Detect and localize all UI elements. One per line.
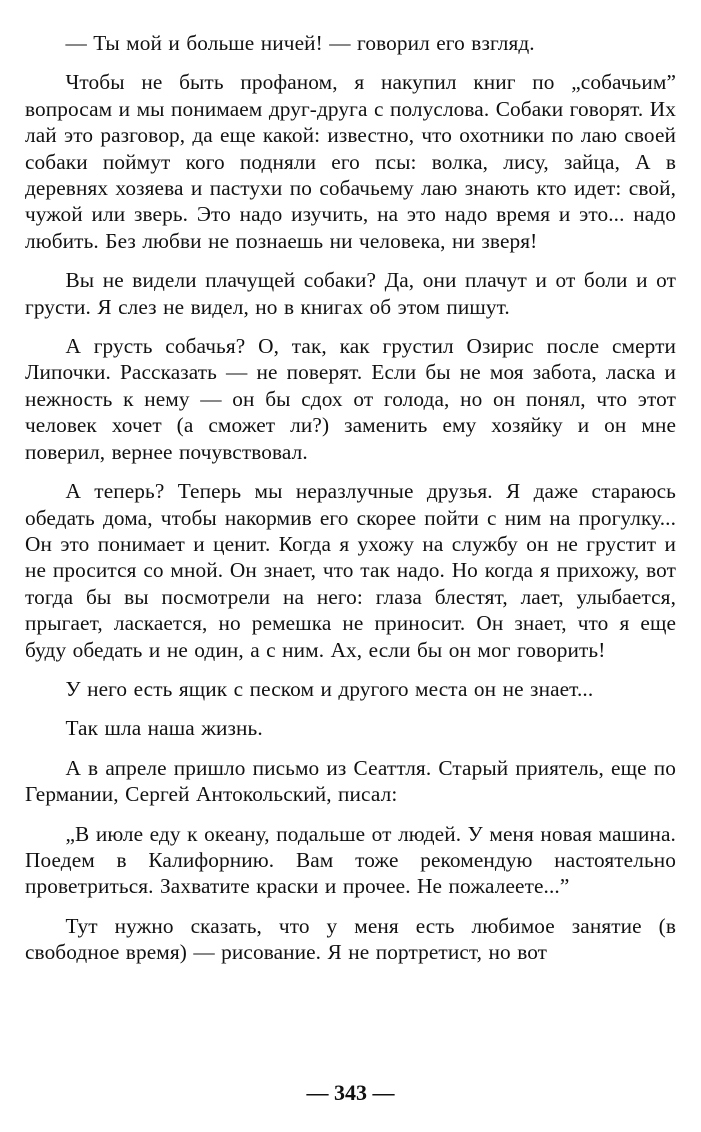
paragraph-9: „В июле еду к океану, подальше от людей. У меня новая машина. Поедем в Калифорнию. Вам тоже рекомендую настоятельно проветриться. Захватите краски и прочее. Не пожалеете...” <box>25 821 676 899</box>
paragraph-6: У него есть ящик с песком и другого места он не знает... <box>65 676 594 701</box>
paragraph-7: Так шла наша жизнь. <box>65 716 263 741</box>
paragraph-3: Вы не видели плачущей собаки? Да, они плачут и от боли и от грусти. Я слез не видел, но в книгах об этом пишут. <box>25 268 676 319</box>
paragraph-5: А теперь? Теперь мы неразлучные друзья. Я даже стараюсь обедать дома, чтобы накормив его скорее пойти с ним на прогулку... Он это понимает и ценит. Когда я ухожу на службу он не грустит и не просится со мной. Он знает, что так надо. Но когда я прихожу, вот тогда бы вы посмотрели на него: глаза блестят, лает, улыбается, прыгает, ласкается, но ремешка не приносит. Он знает, что я еще буду обедать и не один, а с ним. Ах, если бы он мог говорить! <box>25 479 676 662</box>
paragraph-8: А в апреле пришло письмо из Сеаттля. Старый приятель, еще по Германии, Сергей Антокольский, писал: <box>25 755 676 807</box>
page-number: — 343 — <box>306 1080 395 1105</box>
paragraph-10: Тут нужно сказать, что у меня есть любимое занятие (в свободное время) — рисование. Я не портретист, но вот <box>25 913 676 965</box>
paragraph-2: Чтобы не быть профаном, я накупил книг по „собачьим” вопросам и мы понимаем друг-друга с полуслова. Собаки говорят. Их лай это разговор, да еще какой: известно, что охотники по лаю своей собаки поймут кого подняли его псы: волка, лису, зайца, А в деревнях хозяева и пастухи по собачьему лаю знають кто идет: свой, чужой или зверь. Это надо изучить, на это надо время и это... надо любить. Без любви не познаешь ни человека, ни зверя! <box>25 70 676 253</box>
book-page <box>25 20 676 1120</box>
paragraph-4: А грусть собачья? О, так, как грустил Озирис после смерти Липочки. Рассказать — не поверят. Если бы не моя забота, ласка и нежность к нему — он бы сдох от голода, но он понял, что этот человек хочет (а сможет ли?) заменить ему хозяйку и он мне поверил, вернее почувствовал. <box>25 334 676 464</box>
paragraph-1: — Ты мой и больше ничей! — говорил его взгляд. <box>65 31 535 55</box>
